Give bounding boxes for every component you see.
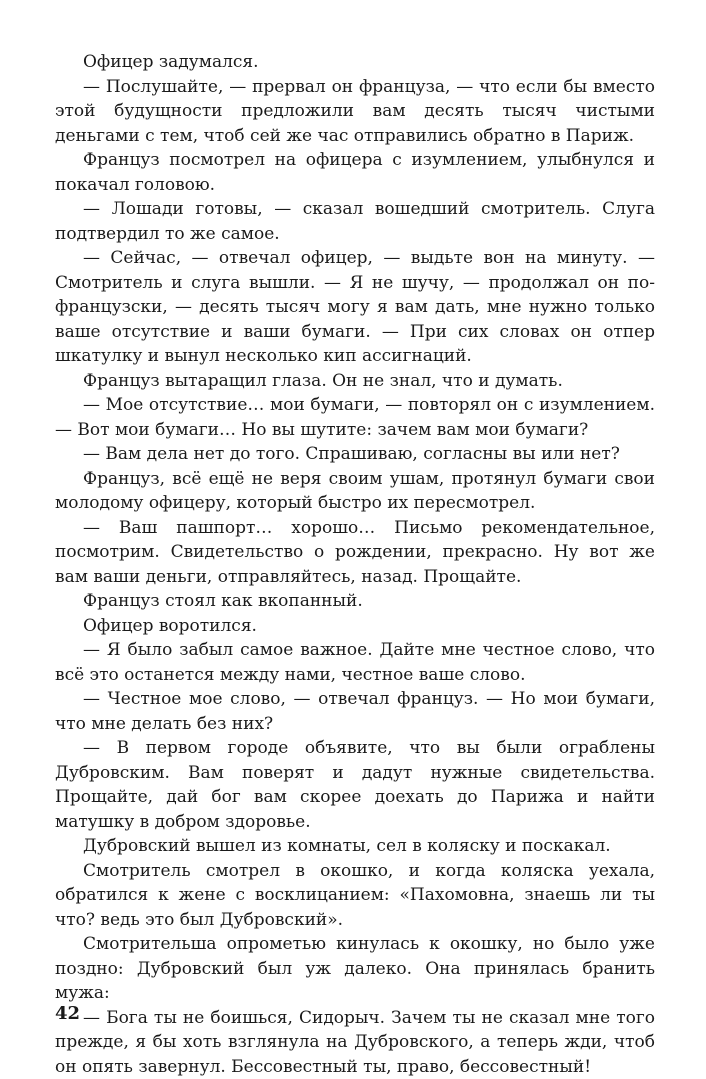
paragraph: — Честное мое слово, — отвечал француз. — Но мои бумаги, что мне делать без них?: [55, 687, 655, 736]
paragraph: — Сейчас, — отвечал офицер, — выдьте вон на минуту. — Смотритель и слуга вышли. — Я не шучу, — продолжал он по-французски, — десять тысяч могу я вам дать, мне нужно только ваше отсутствие и ваши бумаги. — При сих словах он отпер шкатулку и вынул несколько кип ассигнаций.: [55, 246, 655, 369]
paragraph: Француз стоял как вкопанный.: [55, 589, 655, 614]
paragraph: — Лошади готовы, — сказал вошедший смотритель. Слуга подтвердил то же самое.: [55, 197, 655, 246]
page-body: [55, 50, 655, 1079]
paragraph: Дубровский вышел из комнаты, сел в коляску и поскакал.: [55, 834, 655, 859]
paragraph: Офицер задумался.: [55, 50, 655, 75]
paragraph: Офицер воротился.: [55, 614, 655, 639]
paragraph: — В первом городе объявите, что вы были ограблены Дубровским. Вам поверят и дадут нужные свидетельства. Прощайте, дай бог вам скорее доехать до Парижа и найти матушку в добром здоровье.: [55, 736, 655, 834]
paragraph: — Бога ты не боишься, Сидорыч. Зачем ты не сказал мне того прежде, я бы хоть взглянула на Дубровского, а теперь жди, чтоб он опять завернул. Бессовестный ты, право, бессовестный!: [55, 1006, 655, 1079]
paragraph: Француз, всё ещё не веря своим ушам, протянул бумаги свои молодому офицеру, который быстро их пересмотрел.: [55, 467, 655, 516]
paragraph: Француз вытаращил глаза. Он не знал, что и думать.: [55, 369, 655, 394]
paragraph: — Послушайте, — прервал он француза, — что если бы вместо этой будущности предложили вам десять тысяч чистыми деньгами с тем, чтоб сей же час отправились обратно в Париж.: [55, 75, 655, 149]
paragraph: — Вам дела нет до того. Спрашиваю, согласны вы или нет?: [55, 442, 655, 467]
paragraph: Смотрительша опрометью кинулась к окошку, но было уже поздно: Дубровский был уж далеко. Она принялась бранить мужа:: [55, 932, 655, 1006]
paragraph: — Я было забыл самое важное. Дайте мне честное слово, что всё это останется между нами, честное ваше слово.: [55, 638, 655, 687]
page-number: 42: [55, 1003, 80, 1024]
paragraph: Смотритель смотрел в окошко, и когда коляска уехала, обратился к жене с восклицанием: «Пахомовна, знаешь ли ты что? ведь это был Дубровский».: [55, 859, 655, 933]
paragraph: Француз посмотрел на офицера с изумлением, улыбнулся и покачал головою.: [55, 148, 655, 197]
paragraph: — Мое отсутствие… мои бумаги, — повторял он с изумлением. — Вот мои бумаги… Но вы шутите: зачем вам мои бумаги?: [55, 393, 655, 442]
paragraph: — Ваш пашпорт… хорошо… Письмо рекомендательное, посмотрим. Свидетельство о рождении, прекрасно. Ну вот же вам ваши деньги, отправляйтесь, назад. Прощайте.: [55, 516, 655, 590]
